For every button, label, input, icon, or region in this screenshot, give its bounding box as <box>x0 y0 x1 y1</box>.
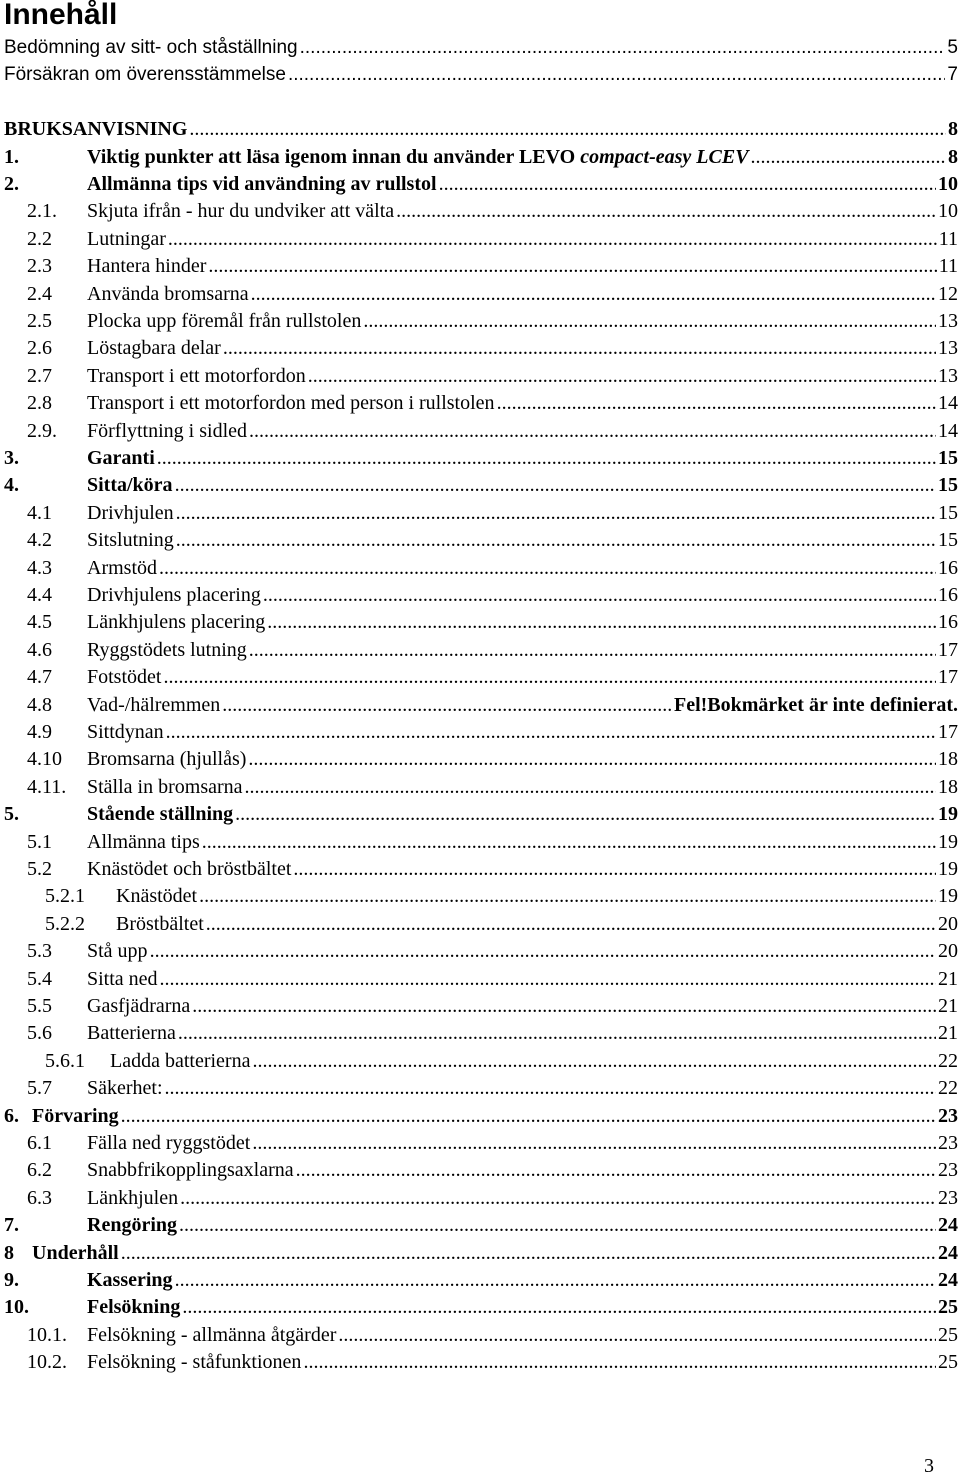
toc-entry[interactable] <box>27 198 958 225</box>
toc-entry-page: 23 <box>938 1186 958 1209</box>
toc-leader-dots <box>300 34 946 61</box>
toc-entry[interactable] <box>4 801 958 828</box>
toc-leader-dots <box>160 966 936 993</box>
toc-entry[interactable] <box>27 253 958 280</box>
toc-leader-dots <box>165 1075 936 1102</box>
toc-entry-label: Ladda batterierna <box>110 1049 251 1072</box>
toc-entry-page: 5 <box>947 37 958 58</box>
toc-entry-page: 8 <box>948 145 958 168</box>
toc-entry-number: 10.1. <box>27 1323 67 1346</box>
toc-entry-page: 14 <box>938 419 958 442</box>
toc-entry-page: 18 <box>938 775 958 798</box>
toc-entry[interactable] <box>4 472 958 499</box>
toc-entry[interactable] <box>27 746 958 773</box>
toc-leader-dots <box>396 198 936 225</box>
toc-entry-label: Ryggstödets lutning <box>87 638 247 661</box>
toc-entry-label: Lutningar <box>87 227 166 250</box>
toc-entry-label: Underhåll <box>32 1241 119 1264</box>
toc-entry-number: 1. <box>4 145 19 168</box>
toc-entry-label: Länkhjulens placering <box>87 611 266 634</box>
toc-entry-number: 5.2.1 <box>45 885 85 908</box>
toc-leader-dots <box>189 116 946 143</box>
toc-leader-dots <box>439 171 936 198</box>
toc-entry-label: Armstöd <box>87 556 157 579</box>
toc-entry-page: 22 <box>938 1077 958 1100</box>
toc-entry[interactable] <box>27 719 958 746</box>
toc-entry[interactable] <box>4 61 958 88</box>
toc-entry-number: 2.7 <box>27 364 52 387</box>
toc-entry-label: Bromsarna (hjullås) <box>87 748 247 771</box>
toc-entry-label: Försäkran om överensstämmelse <box>4 64 286 86</box>
toc-entry-number: 4.7 <box>27 666 52 689</box>
toc-entry[interactable] <box>27 993 958 1020</box>
toc-leader-dots <box>497 390 936 417</box>
toc-error-message: Fel!Bokmärket är inte definierat. <box>673 693 958 716</box>
toc-leader-dots <box>303 1349 936 1376</box>
toc-entry-page: 7 <box>947 64 958 86</box>
toc-entry-page: 17 <box>938 638 958 661</box>
toc-entry[interactable] <box>4 34 958 61</box>
toc-entry[interactable] <box>4 116 958 143</box>
toc-entry[interactable] <box>27 1157 958 1184</box>
toc-entry-number: 6.1 <box>27 1132 52 1154</box>
toc-entry-page: 11 <box>938 227 958 250</box>
toc-entry-label: Drivhjulen <box>87 501 174 524</box>
toc-entry-page: 11 <box>938 255 958 278</box>
toc-leader-dots <box>208 253 936 280</box>
toc-entry-number: 5.2.2 <box>45 912 85 935</box>
toc-leader-dots <box>180 1185 936 1212</box>
toc-entry[interactable] <box>27 1075 958 1102</box>
toc-entry-label: Felsökning <box>87 1296 181 1319</box>
toc-entry-page: 19 <box>938 885 958 908</box>
toc-entry-page: 21 <box>938 1022 958 1045</box>
toc-leader-dots <box>199 883 936 910</box>
page-title: Innehåll <box>4 0 118 31</box>
toc-entry[interactable] <box>27 500 958 527</box>
toc-leader-dots <box>166 719 936 746</box>
toc-entry[interactable] <box>27 555 958 582</box>
toc-entry[interactable] <box>27 281 958 308</box>
toc-entry-page: 19 <box>938 830 958 853</box>
toc-entry-number: 5.3 <box>27 940 52 963</box>
toc-leader-dots <box>202 829 936 856</box>
toc-entry[interactable] <box>45 1048 958 1075</box>
toc-entry-page: 16 <box>938 584 958 606</box>
toc-entry-number: 4.1 <box>27 501 52 524</box>
toc-leader-dots <box>245 774 936 801</box>
toc-entry-page: 23 <box>938 1104 958 1127</box>
page-number: 3 <box>924 1455 934 1477</box>
toc-entry-page: 24 <box>938 1241 958 1264</box>
toc-entry-number: 5. <box>4 803 19 826</box>
toc-leader-dots <box>175 472 936 499</box>
toc-entry[interactable] <box>27 856 958 883</box>
toc-entry-label: Ställa in bromsarna <box>87 775 243 798</box>
toc-entry-label: Transport i ett motorfordon med person i rullstolen <box>87 392 495 415</box>
toc-entry[interactable] <box>4 171 958 198</box>
toc-leader-dots <box>150 938 936 965</box>
toc-entry[interactable] <box>27 692 958 719</box>
toc-leader-dots <box>222 692 672 719</box>
toc-entry-page: 23 <box>938 1159 958 1182</box>
toc-entry-number: 4.6 <box>27 638 52 661</box>
toc-entry-label: Skjuta ifrån - hur du undviker att välta <box>87 200 395 223</box>
toc-entry-label: Sittdynan <box>87 721 164 743</box>
toc-leader-dots <box>176 527 936 554</box>
toc-entry[interactable] <box>27 308 958 335</box>
toc-entry-number: 2.1. <box>27 200 57 223</box>
toc-leader-dots <box>249 418 936 445</box>
toc-leader-dots <box>338 1322 936 1349</box>
toc-entry-page: 21 <box>938 967 958 990</box>
toc-entry-page: 17 <box>938 721 958 743</box>
toc-entry-label: Transport i ett motorfordon <box>87 364 306 387</box>
toc-entry-number: 2.6 <box>27 337 52 360</box>
toc-entry-number: 2.3 <box>27 255 52 278</box>
toc-entry-page: 20 <box>938 940 958 963</box>
toc-entry-label: Bröstbältet <box>116 912 204 935</box>
toc-entry-label: Stå upp <box>87 940 148 963</box>
toc-leader-dots <box>248 746 936 773</box>
toc-entry-page: 15 <box>938 447 958 469</box>
toc-leader-dots <box>176 500 936 527</box>
toc-leader-dots <box>223 335 936 362</box>
toc-entry-number: 5.6.1 <box>45 1049 85 1072</box>
toc-entry-number: 4.11. <box>27 775 67 798</box>
toc-entry-label: Fälla ned ryggstödet <box>87 1132 251 1154</box>
toc-leader-dots <box>121 1103 936 1130</box>
toc-entry-number: 2.4 <box>27 282 52 305</box>
toc-entry-page: 8 <box>948 118 958 141</box>
toc-leader-dots <box>235 801 936 828</box>
toc-entry[interactable] <box>27 418 958 445</box>
toc-entry-number: 3. <box>4 447 19 469</box>
toc-entry-label: Knästödet <box>116 885 198 908</box>
toc-leader-dots <box>252 1130 936 1157</box>
toc-entry-label: Länkhjulen <box>87 1186 179 1209</box>
toc-entry[interactable] <box>27 966 958 993</box>
toc-entry-label: Hantera hinder <box>87 255 207 278</box>
toc-entry[interactable] <box>27 774 958 801</box>
toc-entry-number: 2.9. <box>27 419 57 442</box>
toc-entry-label: Felsökning - allmänna åtgärder <box>87 1323 337 1346</box>
toc-entry-number: 4.5 <box>27 611 52 634</box>
toc-entry-label: Sitta/köra <box>87 474 173 497</box>
toc-leader-dots <box>179 1212 936 1239</box>
toc-entry-page: 13 <box>938 364 958 387</box>
toc-entry-label: Rengöring <box>87 1214 177 1237</box>
toc-leader-dots <box>163 664 936 691</box>
toc-entry-label: Förvaring <box>32 1104 119 1127</box>
toc-entry-page: 22 <box>938 1049 958 1072</box>
toc-entry[interactable] <box>27 1020 958 1047</box>
toc-entry-number: 4.9 <box>27 721 52 743</box>
toc-leader-dots <box>363 308 936 335</box>
toc-entry-label: Fotstödet <box>87 666 162 689</box>
toc-entry-label: Använda bromsarna <box>87 282 249 305</box>
toc-leader-dots <box>206 911 936 938</box>
toc-entry[interactable] <box>4 445 958 472</box>
toc-entry[interactable] <box>4 1103 958 1130</box>
toc-entry-label: BRUKSANVISNING <box>4 118 188 141</box>
toc-entry-number: 2.5 <box>27 310 52 332</box>
toc-entry-label: Förflyttning i sidled <box>87 419 247 442</box>
toc-entry[interactable] <box>27 582 958 609</box>
toc-entry[interactable] <box>4 1294 958 1321</box>
toc-leader-dots <box>192 993 936 1020</box>
toc-entry-page: 14 <box>938 392 958 415</box>
toc-entry-page: 17 <box>938 666 958 689</box>
toc-entry[interactable] <box>4 144 958 171</box>
toc-entry[interactable] <box>45 911 958 938</box>
toc-leader-dots <box>251 281 936 308</box>
toc-entry[interactable] <box>4 1240 958 1267</box>
toc-entry-page: 19 <box>938 858 958 880</box>
toc-entry-label: Knästödet och bröstbältet <box>87 858 292 880</box>
toc-entry-page: 16 <box>938 556 958 579</box>
toc-entry-page: 25 <box>938 1323 958 1346</box>
toc-entry-page: 18 <box>938 748 958 771</box>
toc-entry[interactable] <box>27 335 958 362</box>
toc-entry[interactable] <box>27 1130 958 1157</box>
toc-entry-page: 10 <box>938 200 958 223</box>
toc-leader-dots <box>159 555 936 582</box>
toc-entry-label: Drivhjulens placering <box>87 584 261 606</box>
toc-leader-dots <box>175 1267 936 1294</box>
toc-entry-page: 12 <box>938 282 958 305</box>
toc-leader-dots <box>121 1240 936 1267</box>
toc-entry-label: Gasfjädrarna <box>87 995 191 1017</box>
toc-leader-dots <box>288 61 945 88</box>
toc-entry-page: 20 <box>938 912 958 935</box>
toc-entry-label: Bedömning av sitt- och ståställning <box>4 37 298 58</box>
toc-entry-number: 5.5 <box>27 995 52 1017</box>
toc-entry[interactable] <box>27 938 958 965</box>
toc-entry[interactable] <box>45 883 958 910</box>
toc-entry-number: 5.7 <box>27 1077 52 1100</box>
toc-leader-dots <box>751 144 946 171</box>
toc-entry[interactable] <box>27 390 958 417</box>
toc-entry-page: 25 <box>938 1296 958 1319</box>
toc-entry[interactable] <box>4 1212 958 1239</box>
toc-entry-label: Kassering <box>87 1269 173 1291</box>
toc-entry-number: 4.8 <box>27 693 52 716</box>
toc-leader-dots <box>157 445 936 472</box>
toc-entry-number: 4.2 <box>27 529 52 552</box>
toc-entry-page: 21 <box>938 995 958 1017</box>
toc-entry[interactable] <box>27 527 958 554</box>
toc-entry-number: 5.1 <box>27 830 52 853</box>
toc-entry-page: 13 <box>938 337 958 360</box>
toc-entry-label: Snabbfrikopplingsaxlarna <box>87 1159 294 1182</box>
toc-entry-label: Allmänna tips <box>87 830 200 853</box>
toc-entry-number: 4. <box>4 474 19 497</box>
toc-entry[interactable] <box>27 1185 958 1212</box>
toc-entry-number: 5.4 <box>27 967 52 990</box>
toc-entry[interactable] <box>27 363 958 390</box>
toc-entry-label: Sitslutning <box>87 529 174 552</box>
toc-leader-dots <box>252 1048 936 1075</box>
toc-entry-label: Vad-/hälremmen <box>87 693 221 716</box>
toc-entry[interactable] <box>27 637 958 664</box>
toc-entry[interactable] <box>27 664 958 691</box>
toc-entry-number: 9. <box>4 1269 19 1291</box>
toc-entry-label: Sitta ned <box>87 967 158 990</box>
toc-entry-label: Stående ställning <box>87 803 234 826</box>
toc-entry-label: Garanti <box>87 447 155 469</box>
toc-entry-label: Allmänna tips vid användning av rullstol <box>87 173 437 195</box>
toc-entry-page: 24 <box>938 1214 958 1237</box>
toc-entry-page: 15 <box>938 501 958 524</box>
toc-leader-dots <box>296 1157 936 1184</box>
toc-entry-number: 6. <box>4 1104 19 1127</box>
toc-leader-dots <box>178 1020 936 1047</box>
toc-entry-number: 2. <box>4 173 19 195</box>
toc-entry[interactable] <box>27 226 958 253</box>
toc-entry-number: 8 <box>4 1241 14 1264</box>
toc-entry-page: 19 <box>938 803 958 826</box>
toc-entry-page: 23 <box>938 1132 958 1154</box>
toc-entry-page: 24 <box>938 1269 958 1291</box>
toc-leader-dots <box>267 609 936 636</box>
toc-entry-page: 13 <box>938 310 958 332</box>
toc-entry[interactable] <box>27 609 958 636</box>
toc-entry-number: 4.3 <box>27 556 52 579</box>
toc-entry-number: 2.8 <box>27 392 52 415</box>
toc-entry-page: 10 <box>938 173 958 195</box>
toc-entry-number: 5.6 <box>27 1022 52 1045</box>
toc-entry[interactable] <box>27 1322 958 1349</box>
toc-entry-label: Felsökning - ståfunktionen <box>87 1351 302 1374</box>
toc-entry-label: Batterierna <box>87 1022 176 1045</box>
toc-entry-label: Viktig punkter att läsa igenom innan du använder LEVO compact-easy LCEV <box>87 145 749 168</box>
toc-entry-page: 15 <box>938 474 958 497</box>
toc-leader-dots <box>168 226 937 253</box>
toc-entry-label: Löstagbara delar <box>87 337 221 360</box>
toc-entry-number: 4.10 <box>27 748 62 771</box>
toc-entry-page: 15 <box>938 529 958 552</box>
toc-leader-dots <box>249 637 936 664</box>
toc-entry-number: 6.3 <box>27 1186 52 1209</box>
toc-entry-label: Plocka upp föremål från rullstolen <box>87 310 362 332</box>
toc-entry-number: 6.2 <box>27 1159 52 1182</box>
toc-entry[interactable] <box>4 1267 958 1294</box>
toc-entry-number: 2.2 <box>27 227 52 250</box>
toc-entry-number: 7. <box>4 1214 19 1237</box>
toc-entry-number: 4.4 <box>27 584 52 606</box>
toc-leader-dots <box>182 1294 936 1321</box>
toc-entry-page: 16 <box>938 611 958 634</box>
toc-entry[interactable] <box>27 1349 958 1376</box>
toc-leader-dots <box>293 856 936 883</box>
toc-entry-number: 10.2. <box>27 1351 67 1374</box>
toc-entry-page: 25 <box>938 1351 958 1374</box>
toc-entry-label: Säkerhet: <box>87 1077 163 1100</box>
toc-entry-number: 10. <box>4 1296 29 1319</box>
toc-leader-dots <box>263 582 936 609</box>
toc-entry-number: 5.2 <box>27 858 52 880</box>
toc-entry[interactable] <box>27 829 958 856</box>
toc-leader-dots <box>308 363 936 390</box>
